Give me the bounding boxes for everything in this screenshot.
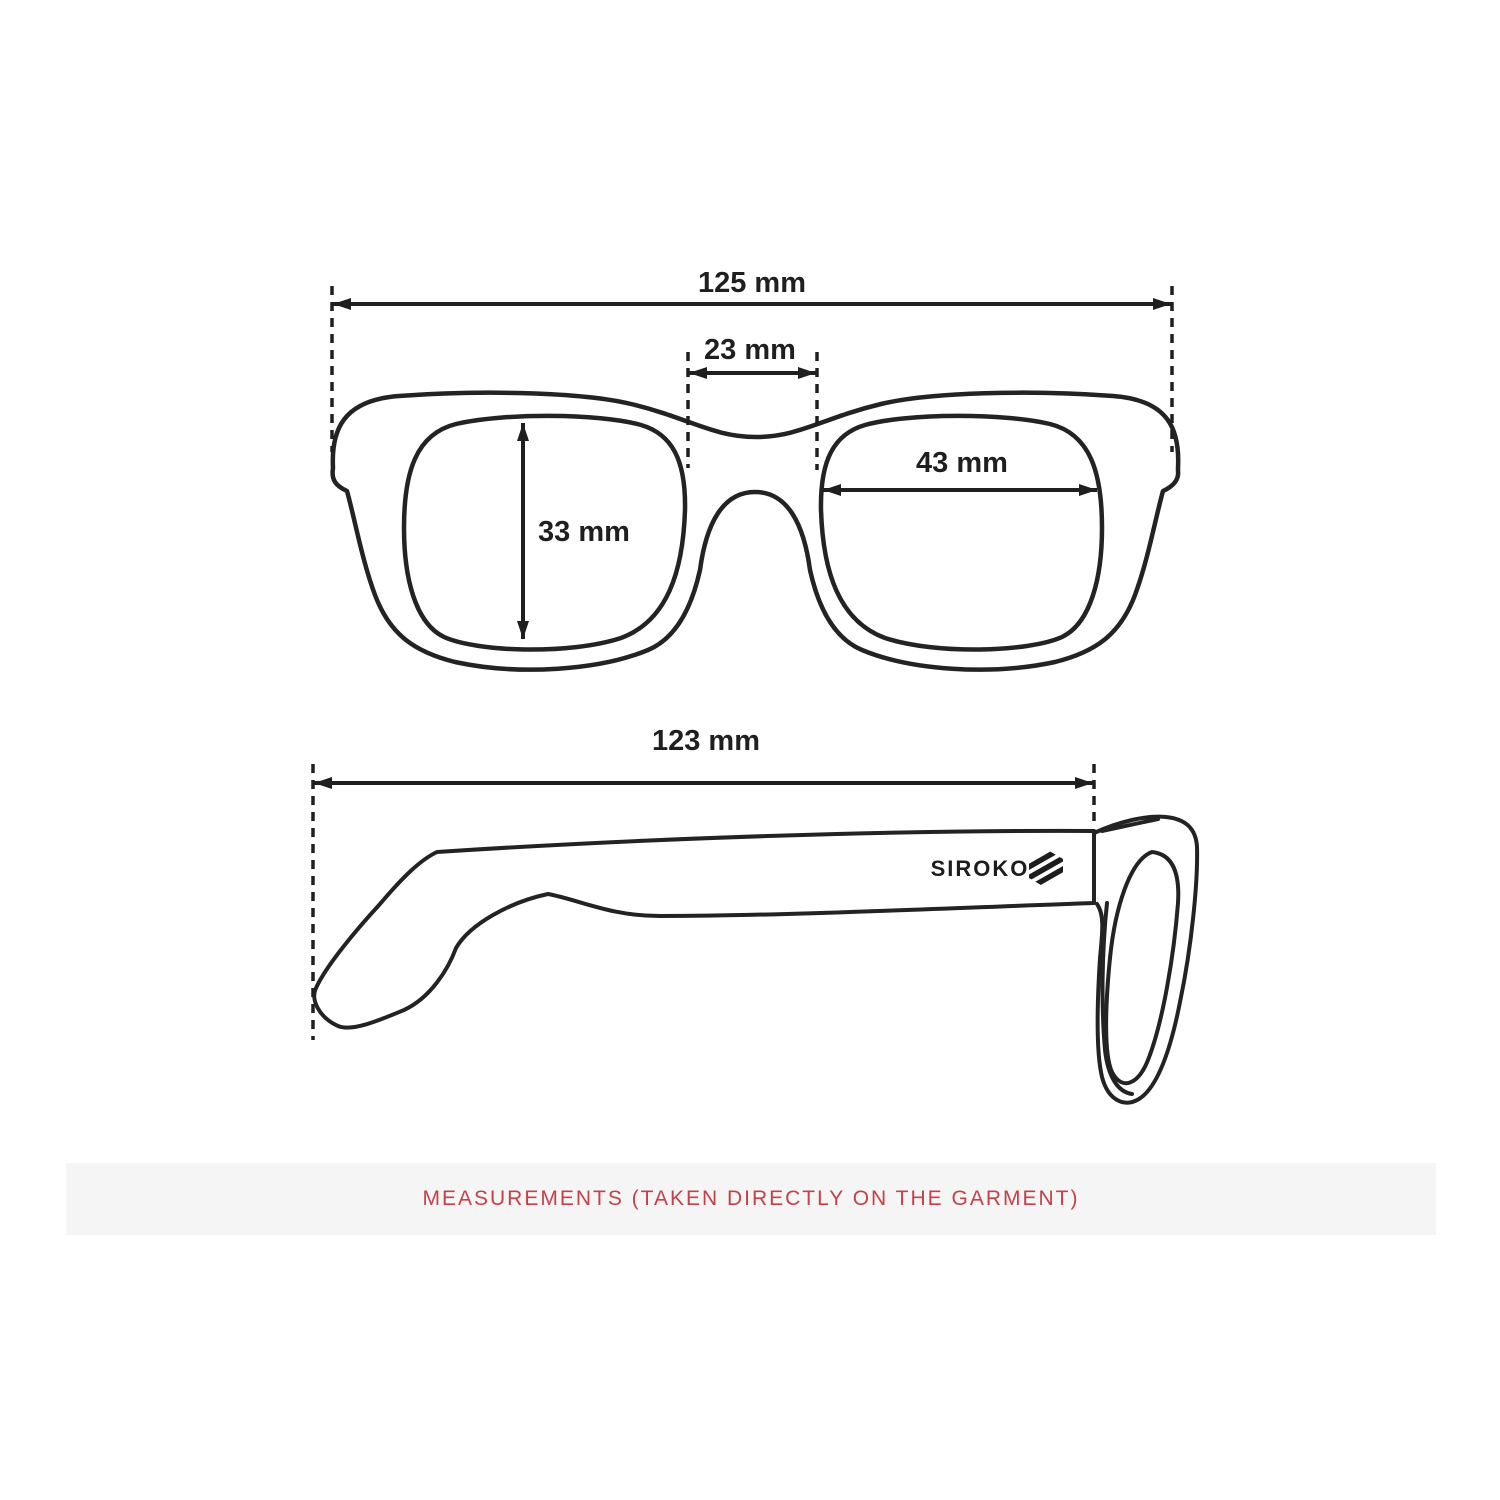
brand-mark: [931, 848, 1072, 888]
lens-height-label: 33 mm: [538, 516, 630, 548]
dimension-lens-width: [823, 447, 1097, 490]
footer-note-bar: [66, 1163, 1436, 1235]
front-view: [332, 267, 1178, 670]
temple-length-label: 123 mm: [651, 725, 761, 757]
dimension-bridge-width: [688, 334, 817, 470]
footer-note-text: MEASUREMENTS (TAKEN DIRECTLY ON THE GARMENT): [422, 1187, 1080, 1210]
brand-wordmark: SIROKO: [930, 856, 1030, 881]
bridge-width-label: 23 mm: [704, 334, 796, 366]
dimension-lens-height: [523, 423, 630, 639]
frame-outline-path: [333, 393, 1179, 670]
side-view: [313, 725, 1197, 1103]
total-width-label: 125 mm: [697, 267, 807, 299]
lens-width-label: 43 mm: [916, 447, 1008, 479]
